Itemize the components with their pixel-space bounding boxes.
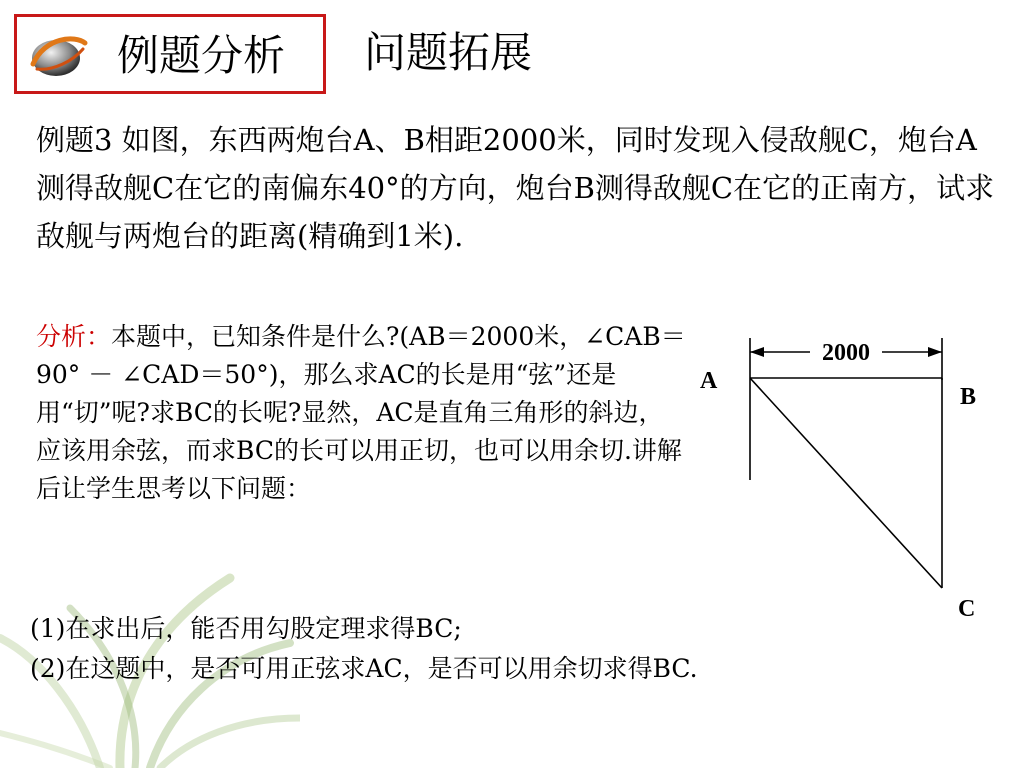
analysis-label: 分析： [36,322,112,351]
problem-statement: 例题3 如图，东西两炮台A、B相距2000米，同时发现入侵敌舰C，炮台A测得敌舰C在它的南偏东40°的方向，炮台B测得敌舰C在它的正南方，试求敌舰与两炮台的距离(精确到1米). [36,123,995,253]
dimension-arrow-left [750,347,764,357]
title-main: 例题分析 [117,31,286,80]
label-c: C [958,596,976,622]
line-ac [750,378,942,588]
label-a: A [700,368,718,394]
analysis-text: 本题中，已知条件是什么?(AB＝2000米，∠CAB＝90° － ∠CAD＝50°)，那么求AC的长是用“弦”还是用“切”呢?求BC的长呢?显然，AC是直角三角形的斜边，应该用余弦，而求BC的长可以用正切，也可以用余切.讲解后让学生思考以下问题： [36,322,686,503]
question-2: (2)在这题中，是否可用正弦求AC，是否可以用余切求得BC. [30,654,698,683]
analysis-paragraph [36,318,688,508]
globe-icon [27,31,89,79]
dimension-arrow-right [928,347,942,357]
title-box [14,14,326,94]
distance-label: 2000 [822,340,870,366]
question-1: (1)在求出后，能否用勾股定理求得BC; [30,614,462,643]
geometry-diagram [690,330,1000,630]
title-subtitle: 问题拓展 [364,28,533,77]
label-b: B [960,384,977,410]
